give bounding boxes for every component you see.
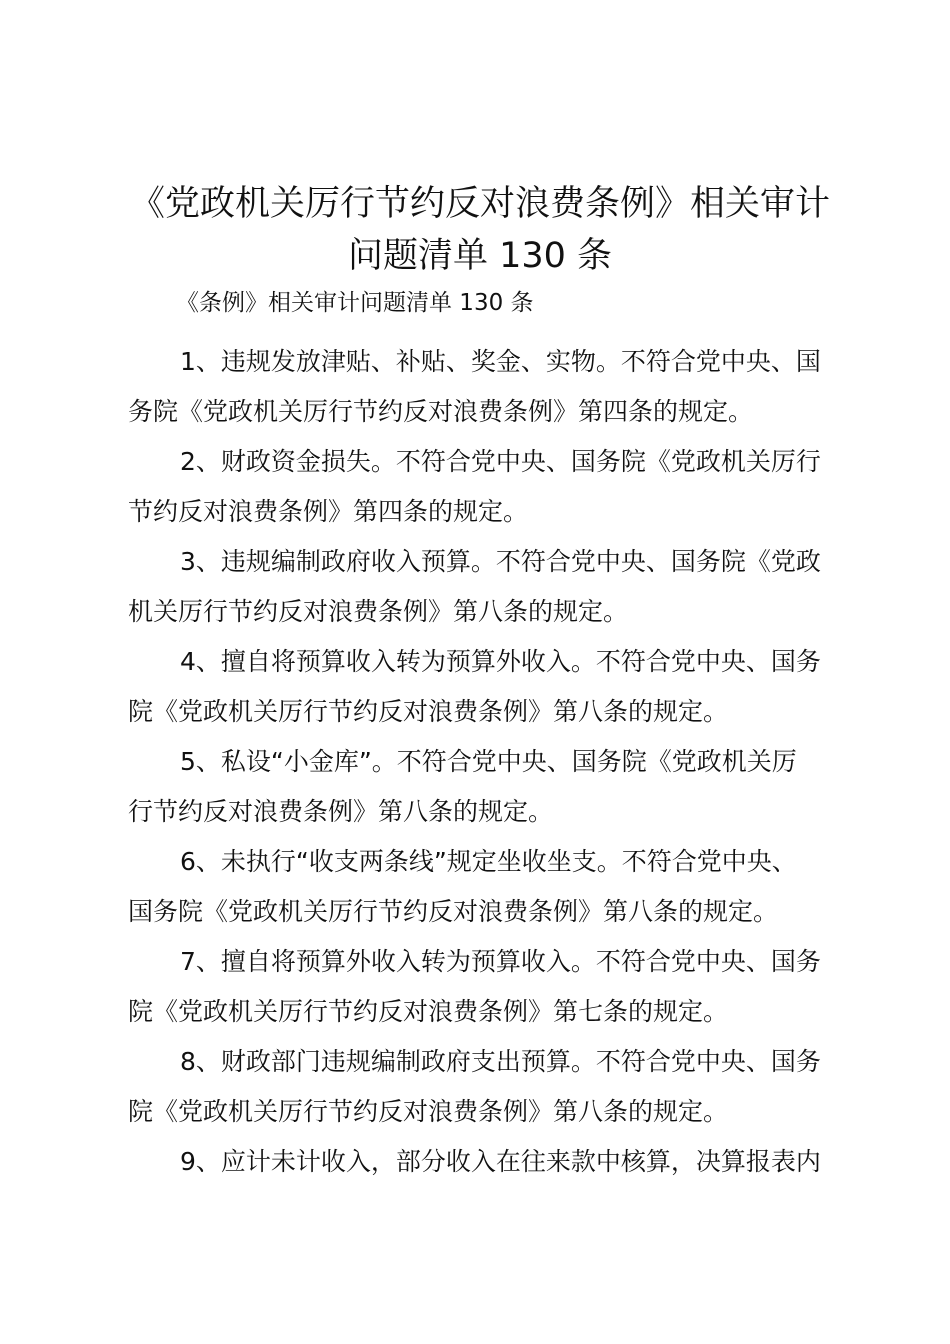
list-item bbox=[128, 937, 838, 1037]
item-line: 机关厉行节约反对浪费条例》第八条的规定。 bbox=[128, 597, 629, 626]
item-line: 院《党政机关厉行节约反对浪费条例》第八条的规定。 bbox=[128, 697, 729, 726]
item-line: 3、违规编制政府收入预算。不符合党中央、国务院《党政 bbox=[180, 547, 821, 576]
list-item bbox=[128, 437, 838, 537]
item-line: 国务院《党政机关厉行节约反对浪费条例》第八条的规定。 bbox=[128, 897, 779, 926]
list-item bbox=[128, 837, 838, 937]
item-line: 7、擅自将预算外收入转为预算收入。不符合党中央、国务 bbox=[180, 947, 821, 976]
item-line: 8、财政部门违规编制政府支出预算。不符合党中央、国务 bbox=[180, 1047, 821, 1076]
list-item bbox=[128, 337, 838, 437]
item-line: 4、擅自将预算收入转为预算外收入。不符合党中央、国务 bbox=[180, 647, 821, 676]
item-list bbox=[128, 337, 838, 1187]
item-line: 节约反对浪费条例》第四条的规定。 bbox=[128, 497, 529, 526]
title-line: 《党政机关厉行节约反对浪费条例》相关审计 bbox=[129, 184, 830, 224]
list-item bbox=[128, 1037, 838, 1137]
item-line: 院《党政机关厉行节约反对浪费条例》第七条的规定。 bbox=[128, 997, 729, 1026]
item-line: 务院《党政机关厉行节约反对浪费条例》第四条的规定。 bbox=[128, 397, 754, 426]
item-line: 2、财政资金损失。不符合党中央、国务院《党政机关厉行 bbox=[180, 447, 821, 476]
document-subtitle: 《条例》相关审计问题清单 130 条 bbox=[176, 290, 534, 316]
item-line: 行节约反对浪费条例》第八条的规定。 bbox=[128, 797, 554, 826]
title-line: 问题清单 130 条 bbox=[347, 236, 613, 276]
item-line: 5、私设“小金库”。不符合党中央、国务院《党政机关厉 bbox=[180, 747, 797, 776]
item-line: 6、未执行“收支两条线”规定坐收坐支。不符合党中央、 bbox=[180, 847, 797, 876]
item-line: 院《党政机关厉行节约反对浪费条例》第八条的规定。 bbox=[128, 1097, 729, 1126]
item-line: 1、违规发放津贴、补贴、奖金、实物。不符合党中央、国 bbox=[180, 347, 821, 376]
list-item bbox=[128, 737, 838, 837]
list-item bbox=[128, 637, 838, 737]
list-item bbox=[128, 537, 838, 637]
list-item bbox=[128, 1137, 838, 1187]
document-title bbox=[120, 178, 840, 282]
item-line: 9、应计未计收入，部分收入在往来款中核算，决算报表内 bbox=[180, 1147, 821, 1176]
